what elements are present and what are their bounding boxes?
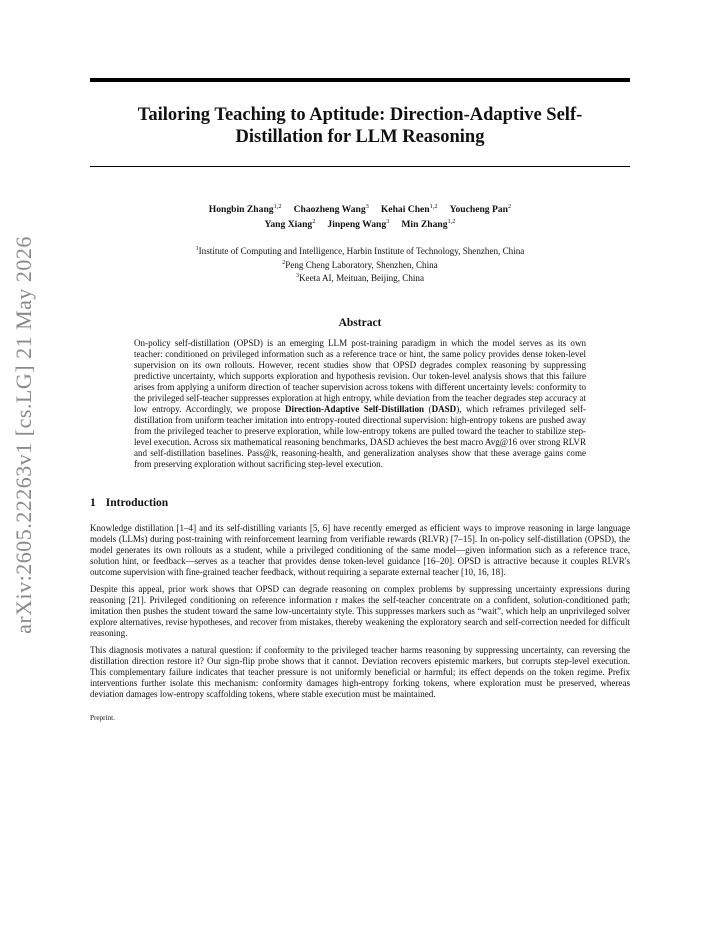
method-abbreviation: DASD bbox=[431, 404, 457, 415]
section-heading bbox=[90, 497, 630, 509]
intro-paragraph-3: This diagnosis motivates a natural question: if conformity to the privileged teacher harms reasoning by suppressing uncertainty, can reversing the distillation direction restore it? Our sign-flip probe shows that it cannot. Deviation recovers epistemic markers, but corrupts step-level execution. This complementary failure indicates that teacher pressure is not uniformly beneficial or harmful; its effect depends on the token regime. Prefix interventions further isolate this mechanism: conformity damages high-entropy forking tokens, where exploration must be preserved, whereas deviation damages low-entropy scaffolding tokens, where stable execution must be maintained. bbox=[90, 645, 630, 700]
abstract-open-paren: ( bbox=[424, 404, 432, 415]
author-affiliation-mark: 1,2 bbox=[273, 203, 282, 210]
abstract-body bbox=[134, 338, 586, 471]
affiliation-text: Keeta AI, Meituan, Beijing, China bbox=[298, 273, 424, 284]
arxiv-identifier-text: arXiv:2605.22263v1 [cs.LG] 21 May 2026 bbox=[11, 236, 36, 634]
affiliation-line bbox=[90, 271, 630, 285]
author-affiliation-mark: 3 bbox=[365, 203, 369, 210]
author-name bbox=[265, 219, 316, 230]
author-name bbox=[401, 219, 455, 230]
affiliation-list bbox=[90, 244, 630, 285]
author-name-text: Hongbin Zhang bbox=[208, 204, 274, 216]
affiliation-mark: 1 bbox=[195, 246, 199, 253]
affiliation-line bbox=[90, 258, 630, 272]
paper-title: Tailoring Teaching to Aptitude: Direction-Adaptive Self-Distillation for LLM Reasoning bbox=[137, 105, 583, 147]
section-number: 1 bbox=[90, 496, 96, 509]
title-top-rule bbox=[90, 78, 630, 82]
author-name-text: Chaozheng Wang bbox=[293, 204, 366, 216]
paper-page bbox=[90, 78, 630, 722]
abstract-text-1: On-policy self-distillation (OPSD) is an emerging LLM post-training paradigm in which the model serves as its own teacher: conditioned on privileged information such as a reference trace or hint, the same policy provides dense token-level supervision on its own rollouts. However, recent studies show that OPSD degrades complex reasoning by suppressing predictive uncertainty, which supports exploration and hypothesis revision. Our token-level analysis shows that this failure arises from applying a uniform direction of teacher supervision across tokens with different uncertainty levels: conformity to the privileged self-teacher suppresses exploration at high entropy, while deviation from the teacher degrades step accuracy at low entropy. Accordingly, we propose bbox=[134, 337, 586, 415]
arxiv-identifier bbox=[4, 236, 44, 634]
intro-paragraph-1: Knowledge distillation [1–4] and its self-distilling variants [5, 6] have recently emerged as efficient ways to improve reasoning in large language models (LLMs) during post-training with reinforcement learning from verifiable rewards (RLVR) [7–15]. In on-policy self-distillation (OPSD), the model generates its own rollouts as a student, while a privileged conditioning of the same model—given information such as a reference trace, solution hint, or feedback—serves as a teacher that provides dense token-level guidance [16–20]. OPSD is attractive because it couples RLVR's outcome supervision with fine-grained teacher feedback, without requiring a separate external teacher [10, 16, 18]. bbox=[90, 522, 630, 577]
author-name bbox=[381, 204, 438, 215]
author-name bbox=[450, 204, 512, 215]
affiliation-mark: 3 bbox=[295, 273, 299, 280]
method-name: Direction-Adaptive Self-Distillation bbox=[285, 404, 425, 415]
title-bottom-rule bbox=[90, 166, 630, 167]
author-name-text: Jinpeng Wang bbox=[327, 219, 387, 231]
author-name-text: Yang Xiang bbox=[264, 219, 313, 231]
section-title: Introduction bbox=[105, 496, 169, 509]
author-affiliation-mark: 2 bbox=[508, 203, 512, 210]
abstract-heading: Abstract bbox=[338, 316, 382, 329]
author-affiliation-mark: 1,2 bbox=[429, 203, 438, 210]
author-affiliation-mark: 2 bbox=[312, 218, 316, 226]
author-name bbox=[327, 219, 389, 230]
affiliation-mark: 2 bbox=[282, 259, 286, 266]
author-row-1 bbox=[90, 201, 630, 216]
intro-paragraph-2: Despite this appeal, prior work shows that OPSD can degrade reasoning on complex problems by suppressing uncertainty expressions during reasoning [21]. Privileged conditioning on reference information r makes the self-teacher concentrate on a confident, solution-conditioned path; imitation then pushes the student toward the same low-uncertainty style. This suppresses markers such as “wait”, which help an unprivileged solver explore alternatives, revise hypotheses, and recover from mistakes, thereby weakening the exploratory search and self-correction needed for difficult reasoning. bbox=[90, 583, 630, 638]
preprint-footnote: Preprint. bbox=[90, 714, 115, 723]
affiliation-text: Peng Cheng Laboratory, Shenzhen, China bbox=[285, 259, 438, 270]
affiliation-line bbox=[90, 244, 630, 258]
author-list bbox=[90, 201, 630, 231]
author-affiliation-mark: 1,2 bbox=[447, 218, 456, 226]
author-affiliation-mark: 3 bbox=[386, 218, 390, 226]
author-row-2 bbox=[90, 216, 630, 231]
author-name-text: Youcheng Pan bbox=[449, 204, 508, 216]
abstract-text-2: ), which reframes privileged self-distillation from uniform teacher imitation into entropy-routed directional supervision: high-entropy tokens are pushed away from the privileged teacher to preserve exploration, while low-entropy tokens are pulled toward the teacher to stabilize step-level execution. Across six mathematical reasoning benchmarks, DASD achieves the best macro Avg@16 over strong RLVR and self-distillation baselines. Pass@k, reasoning-health, and generalization analyses show that these average gains come from preserving exploration without sacrificing step-level execution. bbox=[134, 404, 587, 470]
author-name-text: Kehai Chen bbox=[380, 204, 430, 216]
author-name-text: Min Zhang bbox=[401, 219, 448, 231]
author-name bbox=[209, 204, 282, 215]
affiliation-text: Institute of Computing and Intelligence, Harbin Institute of Technology, Shenzhen, China bbox=[198, 246, 525, 257]
author-name bbox=[294, 204, 369, 215]
